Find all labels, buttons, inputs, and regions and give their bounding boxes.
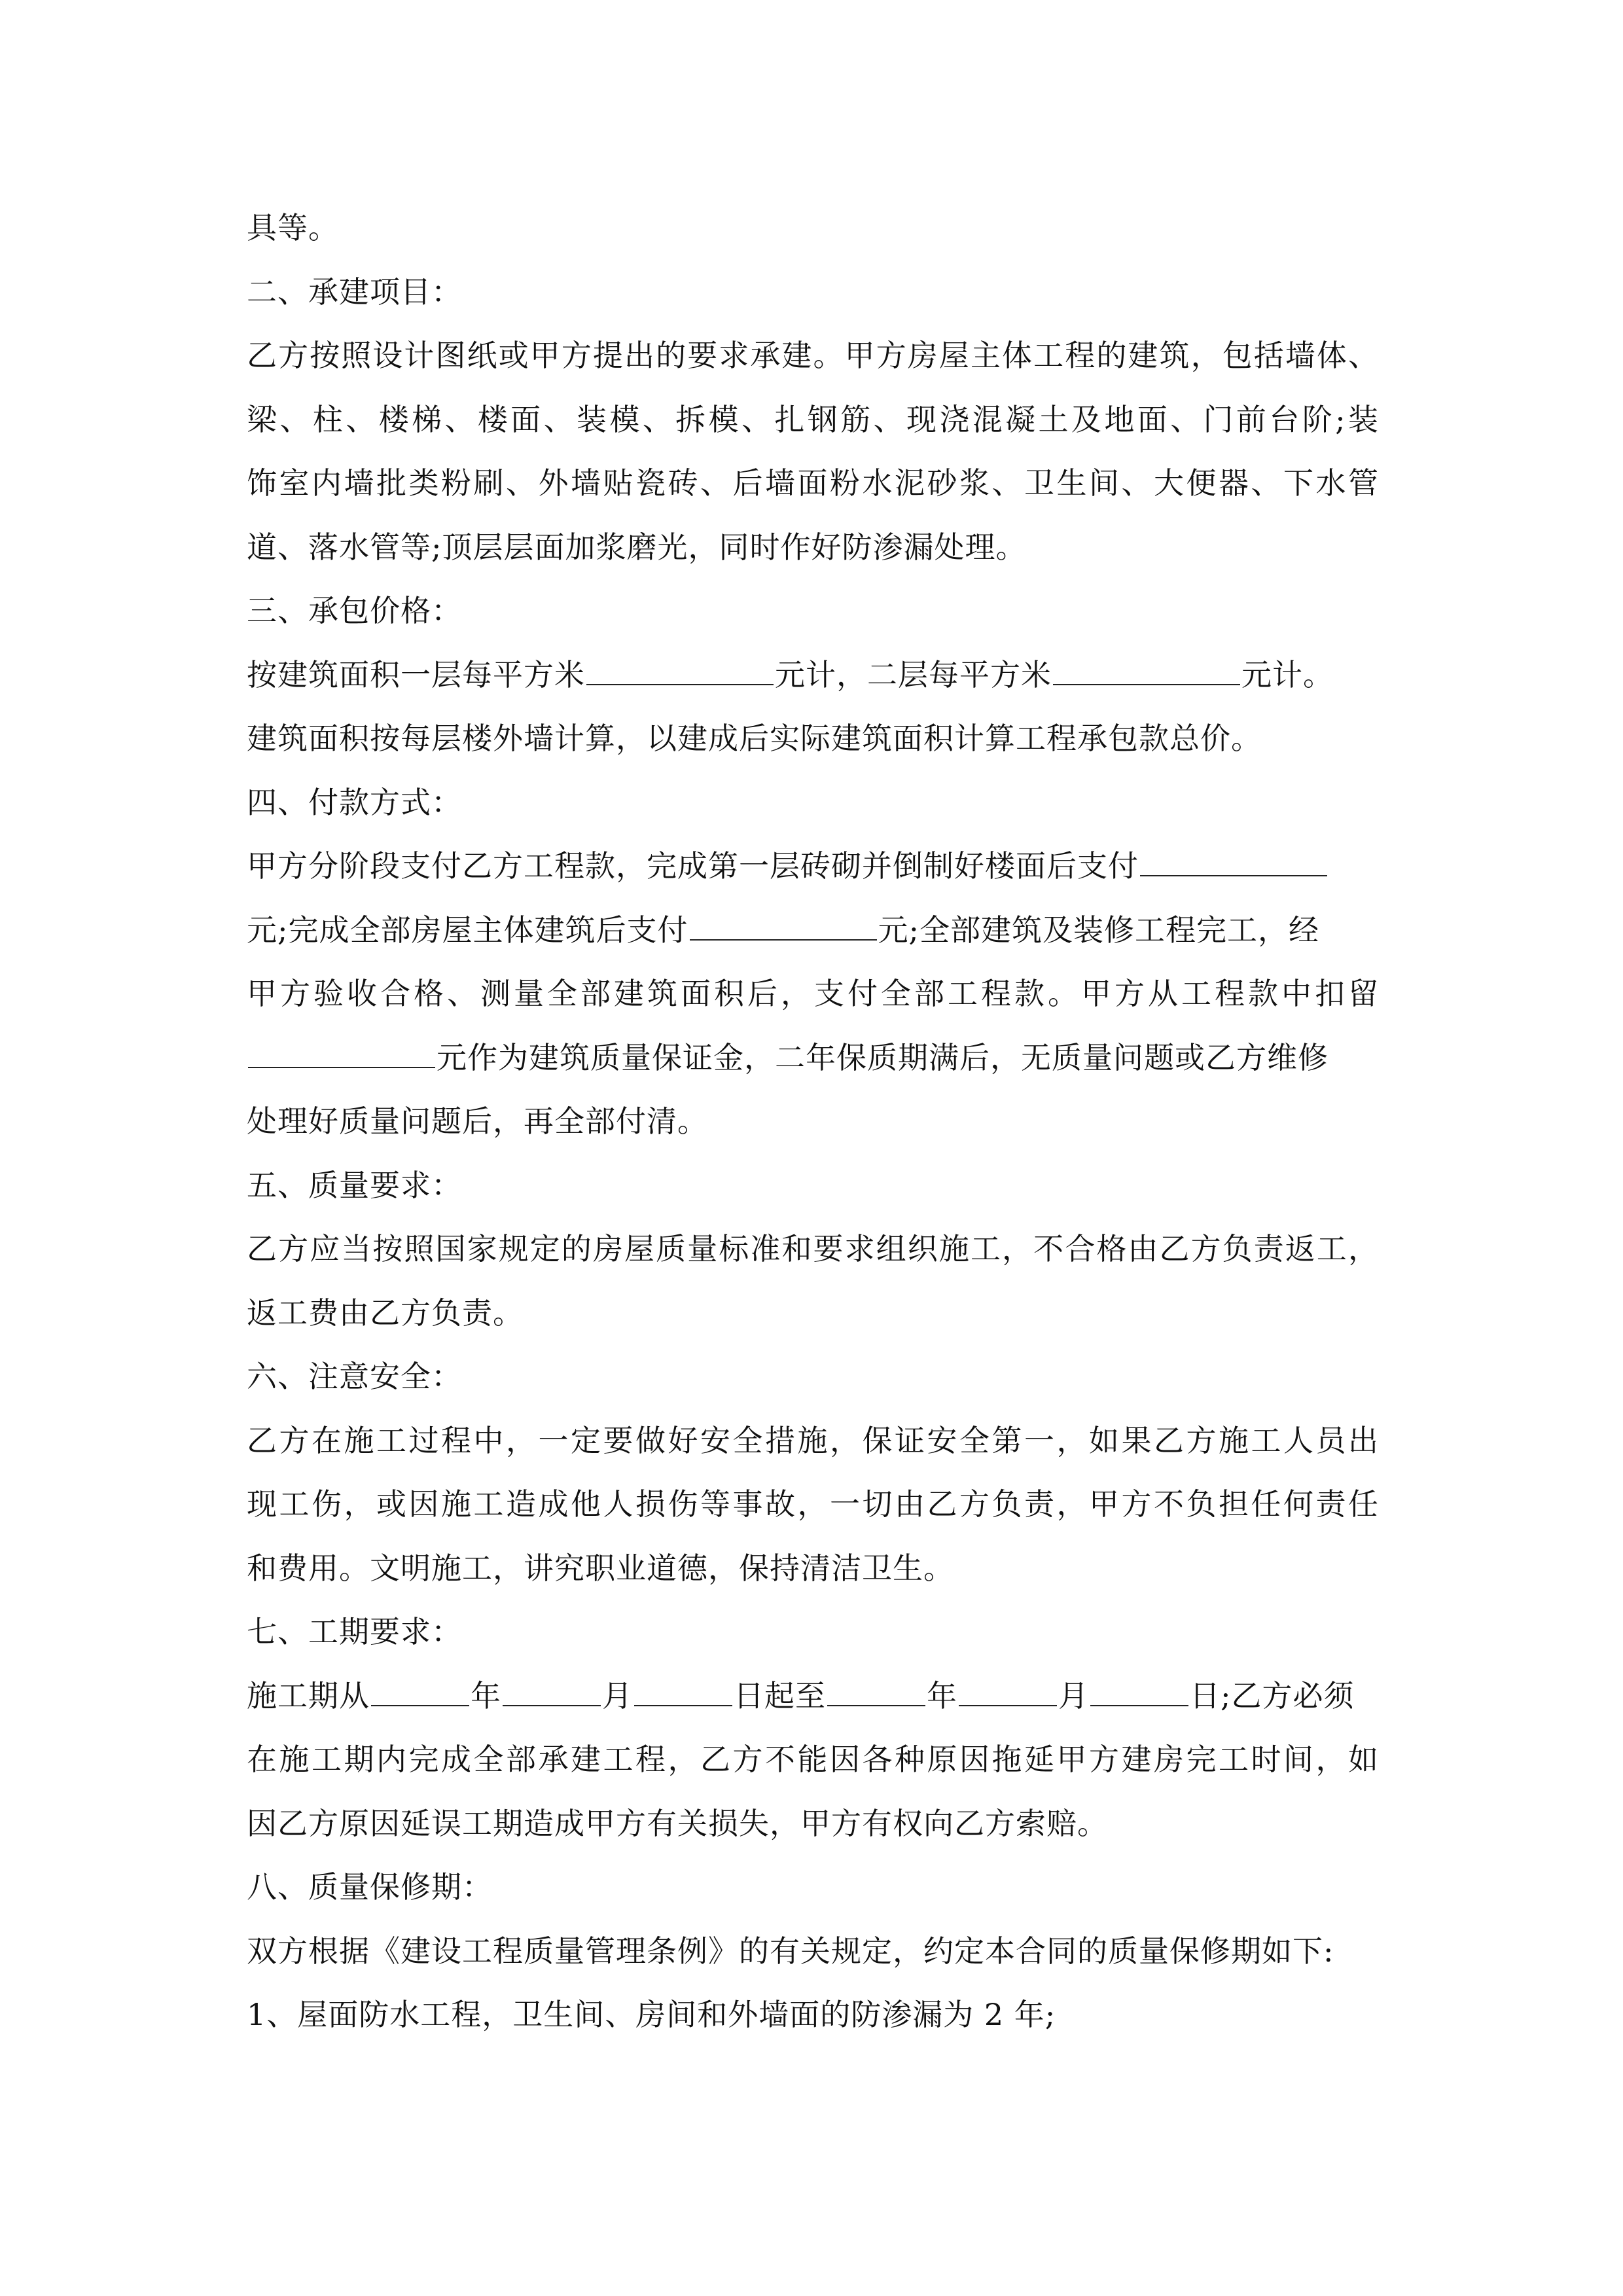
contract-body (247, 196, 1379, 2047)
text-line-payment (247, 1026, 1379, 1090)
text-line: 具等。 (247, 210, 339, 245)
fill-in-blank (586, 658, 774, 685)
text-line: 处理好质量问题后，再全部付清。 (247, 1103, 708, 1139)
fill-in-blank (827, 1679, 925, 1706)
text-line-schedule (247, 1664, 1379, 1729)
text-line: 乙方按照设计图纸或甲方提出的要求承建。甲方房屋主体工程的建筑，包括墙体、 (247, 338, 1379, 373)
text-fragment: 日起至 (734, 1677, 826, 1713)
text-line: 甲方验收合格、测量全部建筑面积后，支付全部工程款。甲方从工程款中扣留 (247, 976, 1379, 1011)
fill-in-blank (959, 1679, 1057, 1706)
text-fragment: 元;全部建筑及装修工程完工，经 (878, 912, 1319, 948)
fill-in-blank (371, 1679, 469, 1706)
text-line: 梁、柱、楼梯、楼面、装模、拆模、扎钢筋、现浇混凝土及地面、门前台阶;装 (247, 401, 1379, 437)
text-line: 和费用。文明施工，讲究职业道德，保持清洁卫生。 (247, 1550, 954, 1586)
section-heading-construction-items: 二、承建项目： (247, 274, 462, 310)
text-line-payment (247, 834, 1379, 899)
text-fragment: 元计。 (1241, 656, 1334, 692)
section-heading-schedule: 七、工期要求： (247, 1614, 462, 1649)
fill-in-blank (1090, 1679, 1188, 1706)
text-fragment: 元;完成全部房屋主体建筑后支付 (247, 912, 688, 948)
text-line: 因乙方原因延误工期造成甲方有关损失，甲方有权向乙方索赔。 (247, 1805, 1108, 1841)
section-heading-safety: 六、注意安全： (247, 1359, 462, 1394)
text-fragment: 年 (927, 1677, 957, 1713)
text-line: 乙方应当按照国家规定的房屋质量标准和要求组织施工，不合格由乙方负责返工， (247, 1231, 1379, 1266)
fill-in-blank (248, 1041, 435, 1068)
text-line-payment (247, 899, 1379, 963)
text-fragment: 元计，二层每平方米 (775, 656, 1052, 692)
fill-in-blank (634, 1679, 732, 1706)
section-heading-payment: 四、付款方式： (247, 784, 462, 820)
text-fragment: 按建筑面积一层每平方米 (247, 656, 585, 692)
text-fragment: 月 (1058, 1677, 1089, 1713)
text-fragment: 元作为建筑质量保证金，二年保质期满后，无质量问题或乙方维修 (437, 1039, 1329, 1075)
text-fragment: 施工期从 (247, 1677, 370, 1713)
text-line: 道、落水管等;顶层层面加浆磨光，同时作好防渗漏处理。 (247, 529, 1027, 565)
fill-in-blank (1053, 658, 1240, 685)
text-line: 返工费由乙方负责。 (247, 1295, 524, 1331)
text-line: 1、屋面防水工程，卫生间、房间和外墙面的防渗漏为 2 年; (247, 1997, 1056, 2032)
section-heading-warranty: 八、质量保修期： (247, 1869, 493, 1905)
text-fragment: 年 (471, 1677, 501, 1713)
text-fragment: 甲方分阶段支付乙方工程款，完成第一层砖砌并倒制好楼面后支付 (247, 848, 1139, 884)
text-line-price (247, 643, 1379, 708)
section-heading-quality: 五、质量要求： (247, 1167, 462, 1203)
fill-in-blank (503, 1679, 601, 1706)
text-line: 饰室内墙批类粉刷、外墙贴瓷砖、后墙面粉水泥砂浆、卫生间、大便器、下水管 (247, 465, 1379, 501)
fill-in-blank (690, 913, 877, 941)
text-line: 现工伤，或因施工造成他人损伤等事故，一切由乙方负责，甲方不负担任何责任 (247, 1486, 1379, 1522)
fill-in-blank (1140, 849, 1327, 876)
text-line: 在施工期内完成全部承建工程，乙方不能因各种原因拖延甲方建房完工时间，如 (247, 1742, 1379, 1777)
text-line: 建筑面积按每层楼外墙计算，以建成后实际建筑面积计算工程承包款总价。 (247, 721, 1262, 756)
text-line: 双方根据《建设工程质量管理条例》的有关规定，约定本合同的质量保修期如下: (247, 1933, 1334, 1969)
section-heading-contract-price: 三、承包价格： (247, 593, 462, 628)
text-fragment: 月 (602, 1677, 633, 1713)
text-fragment: 日;乙方必须 (1190, 1677, 1355, 1713)
text-line: 乙方在施工过程中，一定要做好安全措施，保证安全第一，如果乙方施工人员出 (247, 1422, 1379, 1458)
